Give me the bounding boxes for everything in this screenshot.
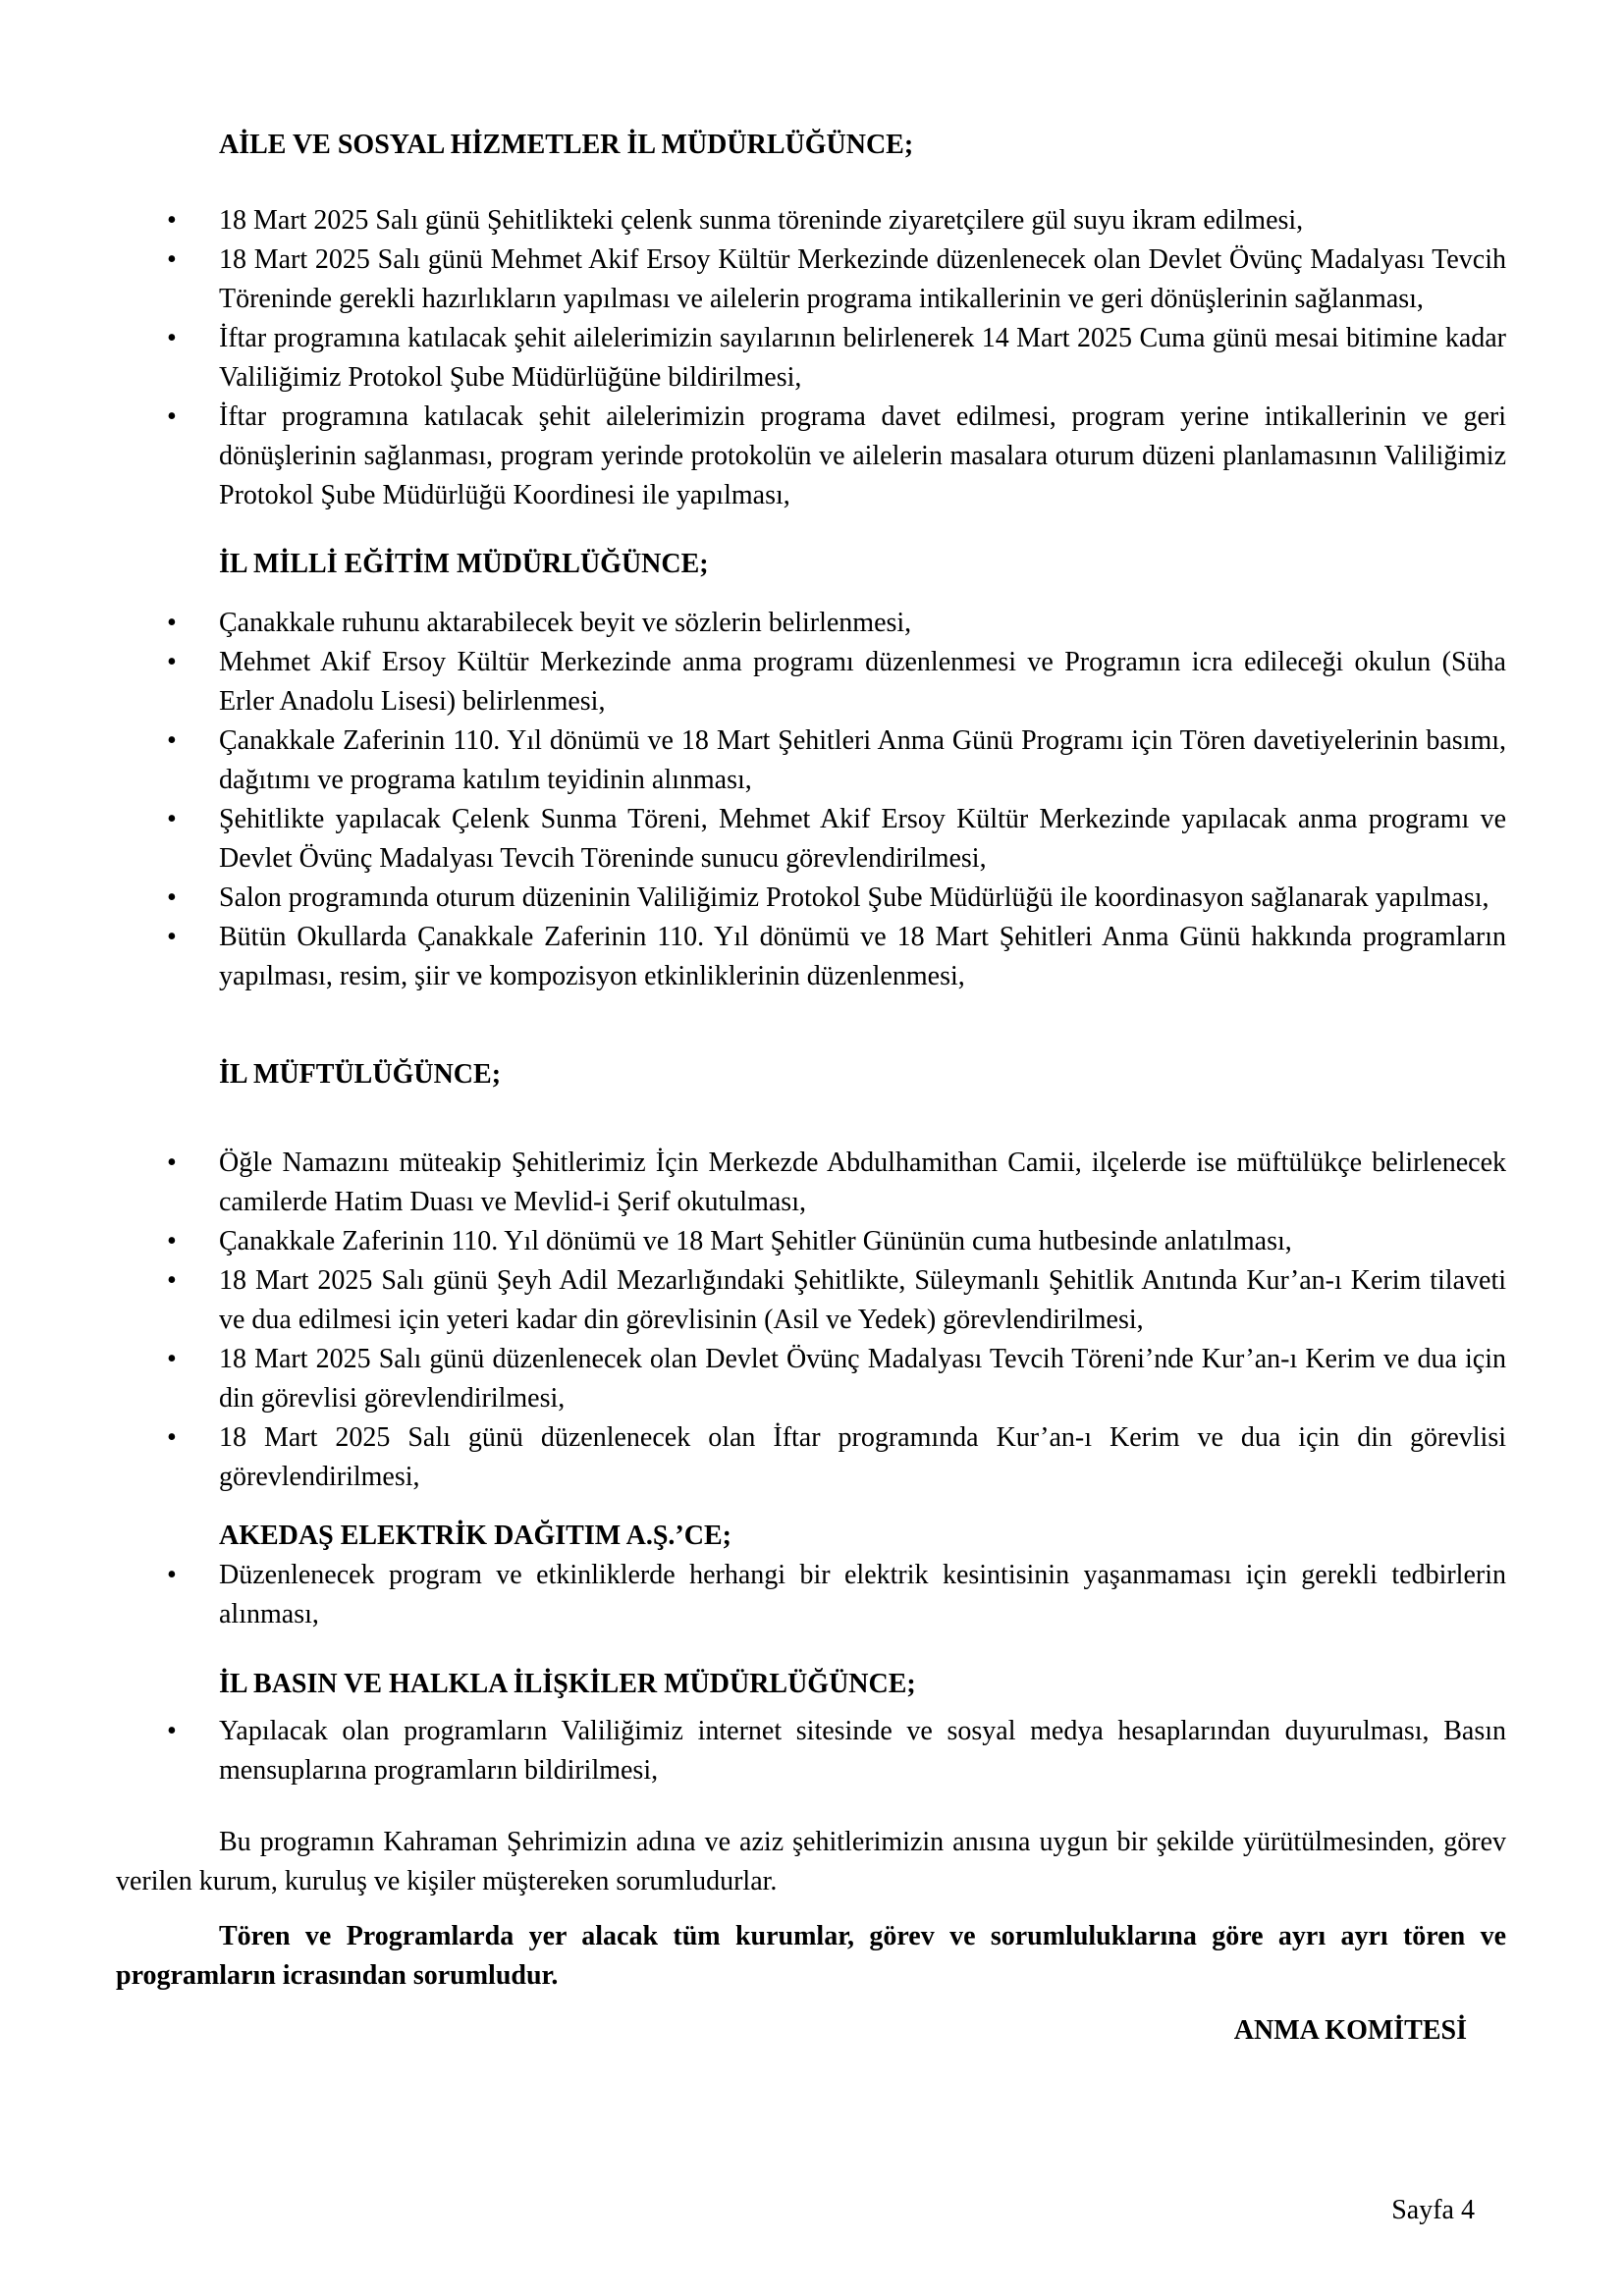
bullet-list <box>116 201 1506 515</box>
bullet-list <box>116 604 1506 996</box>
document-page-body <box>116 126 1506 2078</box>
bullet-icon: • <box>167 922 177 952</box>
bullet-icon: • <box>167 244 177 275</box>
bullet-list <box>116 1556 1506 1634</box>
list-item <box>116 643 1506 721</box>
bullet-icon: • <box>167 1422 177 1453</box>
list-item <box>116 1340 1506 1418</box>
list-item <box>116 918 1506 996</box>
bullet-icon: • <box>167 1560 177 1590</box>
list-item <box>116 721 1506 800</box>
bullet-icon: • <box>167 401 177 432</box>
list-item <box>116 1712 1506 1790</box>
signature-anma-komitesi: ANMA KOMİTESİ <box>1233 2015 1467 2046</box>
list-item-text: 18 Mart 2025 Salı günü Şehitlikteki çelenk sunma töreninde ziyaretçilere gül suyu ikram edilmesi, <box>219 205 1304 236</box>
list-item <box>116 800 1506 879</box>
list-item-text: 18 Mart 2025 Salı günü Şeyh Adil Mezarlığındaki Şehitlikte, Süleymanlı Şehitlik Anıtında Kur’an-ı Kerim tilaveti ve dua edilmesi için yeteri kadar din görevlisinin (Asil ve Yedek) görevlendirilmesi, <box>219 1265 1506 1335</box>
section-heading-il-milli-egitim: İL MİLLİ EĞİTİM MÜDÜRLÜĞÜNCE; <box>219 549 709 579</box>
bullet-icon: • <box>167 647 177 677</box>
bullet-icon: • <box>167 804 177 834</box>
list-item <box>116 1222 1506 1261</box>
list-item-text: Bütün Okullarda Çanakkale Zaferinin 110. Yıl dönümü ve 18 Mart Şehitleri Anma Günü hakkında programların yapılması, resim, şiir ve kompozisyon etkinliklerinin düzenlenmesi, <box>219 922 1506 991</box>
list-item-text: Düzenlenecek program ve etkinliklerde herhangi bir elektrik kesintisinin yaşanmaması için gerekli tedbirlerin alınması, <box>219 1560 1506 1629</box>
bullet-icon: • <box>167 205 177 236</box>
bullet-icon: • <box>167 725 177 756</box>
section-heading-il-basin-halkla-iliskiler: İL BASIN VE HALKLA İLİŞKİLER MÜDÜRLÜĞÜNCE; <box>219 1669 916 1699</box>
section-heading-aile-ve-sosyal-hizmetler: AİLE VE SOSYAL HİZMETLER İL MÜDÜRLÜĞÜNCE; <box>219 130 914 160</box>
section-heading-il-muftulugu: İL MÜFTÜLÜĞÜNCE; <box>219 1059 502 1090</box>
list-item <box>116 1556 1506 1634</box>
bullet-icon: • <box>167 1265 177 1296</box>
list-item-text: Şehitlikte yapılacak Çelenk Sunma Töreni, Mehmet Akif Ersoy Kültür Merkezinde yapılacak anma programı ve Devlet Övünç Madalyası Tevcih Töreninde sunucu görevlendirilmesi, <box>219 804 1506 874</box>
list-item <box>116 1261 1506 1340</box>
closing-paragraph-bold: Tören ve Programlarda yer alacak tüm kurumlar, görev ve sorumluluklarına göre ayrı ayrı tören ve programların icrasından sorumludur. <box>116 1921 1506 1991</box>
bullet-icon: • <box>167 608 177 638</box>
list-item <box>116 1418 1506 1497</box>
closing-paragraph: Bu programın Kahraman Şehrimizin adına ve aziz şehitlerimizin anısına uygun bir şekilde yürütülmesinden, görev verilen kurum, kuruluş ve kişiler müştereken sorumludurlar. <box>116 1827 1506 1896</box>
list-item <box>116 604 1506 643</box>
list-item <box>116 1144 1506 1222</box>
list-item-text: 18 Mart 2025 Salı günü düzenlenecek olan İftar programında Kur’an-ı Kerim ve dua için din görevlisi görevlendirilmesi, <box>219 1422 1506 1492</box>
list-item-text: Çanakkale Zaferinin 110. Yıl dönümü ve 18 Mart Şehitleri Anma Günü Programı için Tören davetiyelerinin basımı, dağıtımı ve programa katılım teyidinin alınması, <box>219 725 1506 795</box>
list-item <box>116 240 1506 319</box>
list-item-text: Yapılacak olan programların Valiliğimiz internet sitesinde ve sosyal medya hesaplarından duyurulması, Basın mensuplarına programların bildirilmesi, <box>219 1716 1506 1786</box>
list-item-text: Çanakkale ruhunu aktarabilecek beyit ve sözlerin belirlenmesi, <box>219 608 912 638</box>
bullet-list <box>116 1144 1506 1497</box>
list-item <box>116 398 1506 515</box>
list-item-text: Öğle Namazını müteakip Şehitlerimiz İçin Merkezde Abdulhamithan Camii, ilçelerde ise müftülükçe belirlenecek camilerde Hatim Duası ve Mevlid-i Şerif okutulması, <box>219 1148 1506 1217</box>
list-item-text: 18 Mart 2025 Salı günü Mehmet Akif Ersoy Kültür Merkezinde düzenlenecek olan Devlet Övünç Madalyası Tevcih Töreninde gerekli hazırlıkların yapılması ve ailelerin programa intikallerinin ve geri dönüşlerinin sağlanması, <box>219 244 1506 314</box>
bullet-icon: • <box>167 1148 177 1178</box>
bullet-icon: • <box>167 323 177 353</box>
list-item-text: İftar programına katılacak şehit ailelerimizin sayılarının belirlenerek 14 Mart 2025 Cuma günü mesai bitimine kadar Valiliğimiz Protokol Şube Müdürlüğüne bildirilmesi, <box>219 323 1506 393</box>
list-item <box>116 319 1506 398</box>
bullet-icon: • <box>167 1344 177 1374</box>
bullet-icon: • <box>167 882 177 913</box>
list-item-text: Mehmet Akif Ersoy Kültür Merkezinde anma programı düzenlenmesi ve Programın icra edileceği okulun (Süha Erler Anadolu Lisesi) belirlenmesi, <box>219 647 1506 717</box>
bullet-list <box>116 1712 1506 1790</box>
list-item-text: İftar programına katılacak şehit ailelerimizin programa davet edilmesi, program yerine intikallerinin ve geri dönüşlerinin sağlanması, program yerinde protokolün ve ailelerin masalara oturum düzeni planlamasının Valiliğimiz Protokol Şube Müdürlüğü Koordinesi ile yapılması, <box>219 401 1506 510</box>
section-heading-akedas-elektrik: AKEDAŞ ELEKTRİK DAĞITIM A.Ş.’CE; <box>219 1521 731 1551</box>
bullet-icon: • <box>167 1226 177 1256</box>
list-item-text: Salon programında oturum düzeninin Valiliğimiz Protokol Şube Müdürlüğü ile koordinasyon sağlanarak yapılması, <box>219 882 1489 913</box>
list-item <box>116 879 1506 918</box>
list-item <box>116 201 1506 240</box>
list-item-text: Çanakkale Zaferinin 110. Yıl dönümü ve 18 Mart Şehitler Gününün cuma hutbesinde anlatılması, <box>219 1226 1292 1256</box>
list-item-text: 18 Mart 2025 Salı günü düzenlenecek olan Devlet Övünç Madalyası Tevcih Töreni’nde Kur’an-ı Kerim ve dua için din görevlisi görevlendirilmesi, <box>219 1344 1506 1414</box>
page-number: Sayfa 4 <box>1391 2195 1475 2225</box>
bullet-icon: • <box>167 1716 177 1746</box>
